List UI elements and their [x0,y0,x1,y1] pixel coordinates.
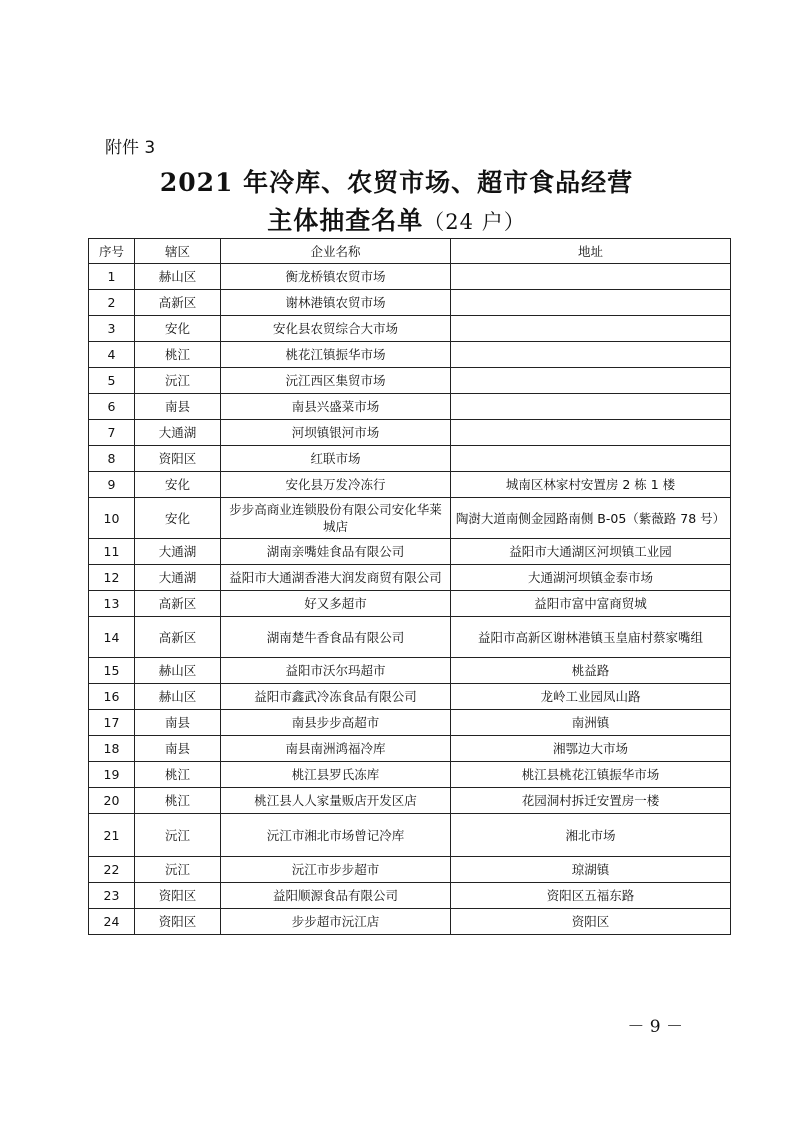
table-row [89,472,731,498]
cell-name: 步步超市沅江店 [221,909,451,935]
document-title-count: （24 户） [423,210,526,234]
cell-district: 沅江 [135,857,221,883]
cell-address [451,290,731,316]
cell-address [451,264,731,290]
cell-district: 大通湖 [135,565,221,591]
cell-district: 资阳区 [135,883,221,909]
cell-address: 湘北市场 [451,814,731,857]
table-row [89,498,731,539]
cell-district: 安化 [135,498,221,539]
cell-name: 湖南亲嘴娃食品有限公司 [221,539,451,565]
cell-address: 资阳区五福东路 [451,883,731,909]
cell-address: 花园洞村拆迁安置房一楼 [451,788,731,814]
document-title-main: 主体抽查名单 [267,206,424,235]
cell-no: 5 [89,368,135,394]
cell-address: 城南区林家村安置房 2 栋 1 楼 [451,472,731,498]
cell-name: 南县兴盛菜市场 [221,394,451,420]
cell-district: 高新区 [135,290,221,316]
table-header-row [89,239,731,264]
cell-no: 10 [89,498,135,539]
table-row [89,710,731,736]
cell-no: 1 [89,264,135,290]
cell-district: 高新区 [135,591,221,617]
cell-no: 11 [89,539,135,565]
cell-district: 沅江 [135,814,221,857]
cell-address [451,316,731,342]
cell-no: 4 [89,342,135,368]
table-row [89,316,731,342]
table-row [89,814,731,857]
cell-district: 桃江 [135,788,221,814]
cell-name: 南县步步高超市 [221,710,451,736]
cell-name: 步步高商业连锁股份有限公司安化华莱城店 [221,498,451,539]
cell-no: 17 [89,710,135,736]
cell-no: 12 [89,565,135,591]
table-row [89,264,731,290]
inspection-list-table [88,238,731,935]
cell-address: 资阳区 [451,909,731,935]
table-row [89,394,731,420]
cell-district: 资阳区 [135,446,221,472]
cell-no: 14 [89,617,135,658]
cell-address: 龙岭工业园凤山路 [451,684,731,710]
cell-address: 南洲镇 [451,710,731,736]
cell-address: 大通湖河坝镇金泰市场 [451,565,731,591]
cell-name: 安化县万发冷冻行 [221,472,451,498]
cell-address [451,342,731,368]
cell-no: 21 [89,814,135,857]
cell-address: 益阳市富中富商贸城 [451,591,731,617]
cell-address [451,394,731,420]
cell-district: 南县 [135,710,221,736]
table-row [89,684,731,710]
cell-district: 沅江 [135,368,221,394]
cell-district: 大通湖 [135,539,221,565]
table-row [89,446,731,472]
cell-no: 8 [89,446,135,472]
cell-name: 河坝镇银河市场 [221,420,451,446]
document-title-line1: 2021 年冷库、农贸市场、超市食品经营 [159,168,634,197]
table-row [89,617,731,658]
cell-address: 桃益路 [451,658,731,684]
cell-address: 琼湖镇 [451,857,731,883]
cell-name: 桃江县人人家量贩店开发区店 [221,788,451,814]
table-row [89,788,731,814]
cell-address: 湘鄂边大市场 [451,736,731,762]
cell-district: 安化 [135,472,221,498]
header-district: 辖区 [135,239,221,264]
cell-name: 南县南洲鸿福冷库 [221,736,451,762]
table-row [89,420,731,446]
cell-address: 陶澍大道南侧金园路南侧 B-05（紫薇路 78 号） [451,498,731,539]
cell-address [451,420,731,446]
cell-district: 赫山区 [135,658,221,684]
cell-district: 桃江 [135,342,221,368]
table-row [89,565,731,591]
table-row [89,591,731,617]
table-row [89,883,731,909]
cell-no: 2 [89,290,135,316]
table-row [89,736,731,762]
table-row [89,909,731,935]
cell-no: 7 [89,420,135,446]
cell-name: 桃江县罗氏冻库 [221,762,451,788]
document-title-line2 [0,201,793,237]
table-row [89,342,731,368]
cell-district: 桃江 [135,762,221,788]
table-row [89,857,731,883]
cell-name: 桃花江镇振华市场 [221,342,451,368]
cell-name: 衡龙桥镇农贸市场 [221,264,451,290]
table-row [89,368,731,394]
cell-address [451,368,731,394]
page-number: － 9 － [627,1017,683,1037]
cell-address [451,446,731,472]
cell-no: 22 [89,857,135,883]
cell-no: 23 [89,883,135,909]
cell-no: 6 [89,394,135,420]
cell-district: 资阳区 [135,909,221,935]
cell-district: 高新区 [135,617,221,658]
cell-no: 20 [89,788,135,814]
cell-name: 安化县农贸综合大市场 [221,316,451,342]
cell-district: 南县 [135,736,221,762]
cell-name: 沅江市步步超市 [221,857,451,883]
cell-no: 13 [89,591,135,617]
cell-name: 沅江市湘北市场曾记冷库 [221,814,451,857]
cell-name: 谢林港镇农贸市场 [221,290,451,316]
cell-name: 好又多超市 [221,591,451,617]
cell-no: 24 [89,909,135,935]
cell-district: 南县 [135,394,221,420]
cell-district: 赫山区 [135,264,221,290]
cell-no: 3 [89,316,135,342]
header-address: 地址 [451,239,731,264]
cell-name: 益阳市沃尔玛超市 [221,658,451,684]
cell-name: 湖南楚牛香食品有限公司 [221,617,451,658]
cell-name: 益阳顺源食品有限公司 [221,883,451,909]
cell-name: 红联市场 [221,446,451,472]
table-row [89,762,731,788]
cell-district: 大通湖 [135,420,221,446]
attachment-label: 附件 3 [105,138,156,158]
cell-no: 9 [89,472,135,498]
cell-address: 益阳市大通湖区河坝镇工业园 [451,539,731,565]
table-row [89,539,731,565]
cell-name: 益阳市鑫武冷冻食品有限公司 [221,684,451,710]
table-row [89,658,731,684]
cell-no: 15 [89,658,135,684]
cell-district: 安化 [135,316,221,342]
cell-no: 16 [89,684,135,710]
cell-name: 益阳市大通湖香港大润发商贸有限公司 [221,565,451,591]
cell-no: 18 [89,736,135,762]
header-no: 序号 [89,239,135,264]
table-row [89,290,731,316]
cell-district: 赫山区 [135,684,221,710]
cell-name: 沅江西区集贸市场 [221,368,451,394]
header-company-name: 企业名称 [221,239,451,264]
cell-address: 益阳市高新区谢林港镇玉皇庙村蔡家嘴组 [451,617,731,658]
cell-address: 桃江县桃花江镇振华市场 [451,762,731,788]
cell-no: 19 [89,762,135,788]
